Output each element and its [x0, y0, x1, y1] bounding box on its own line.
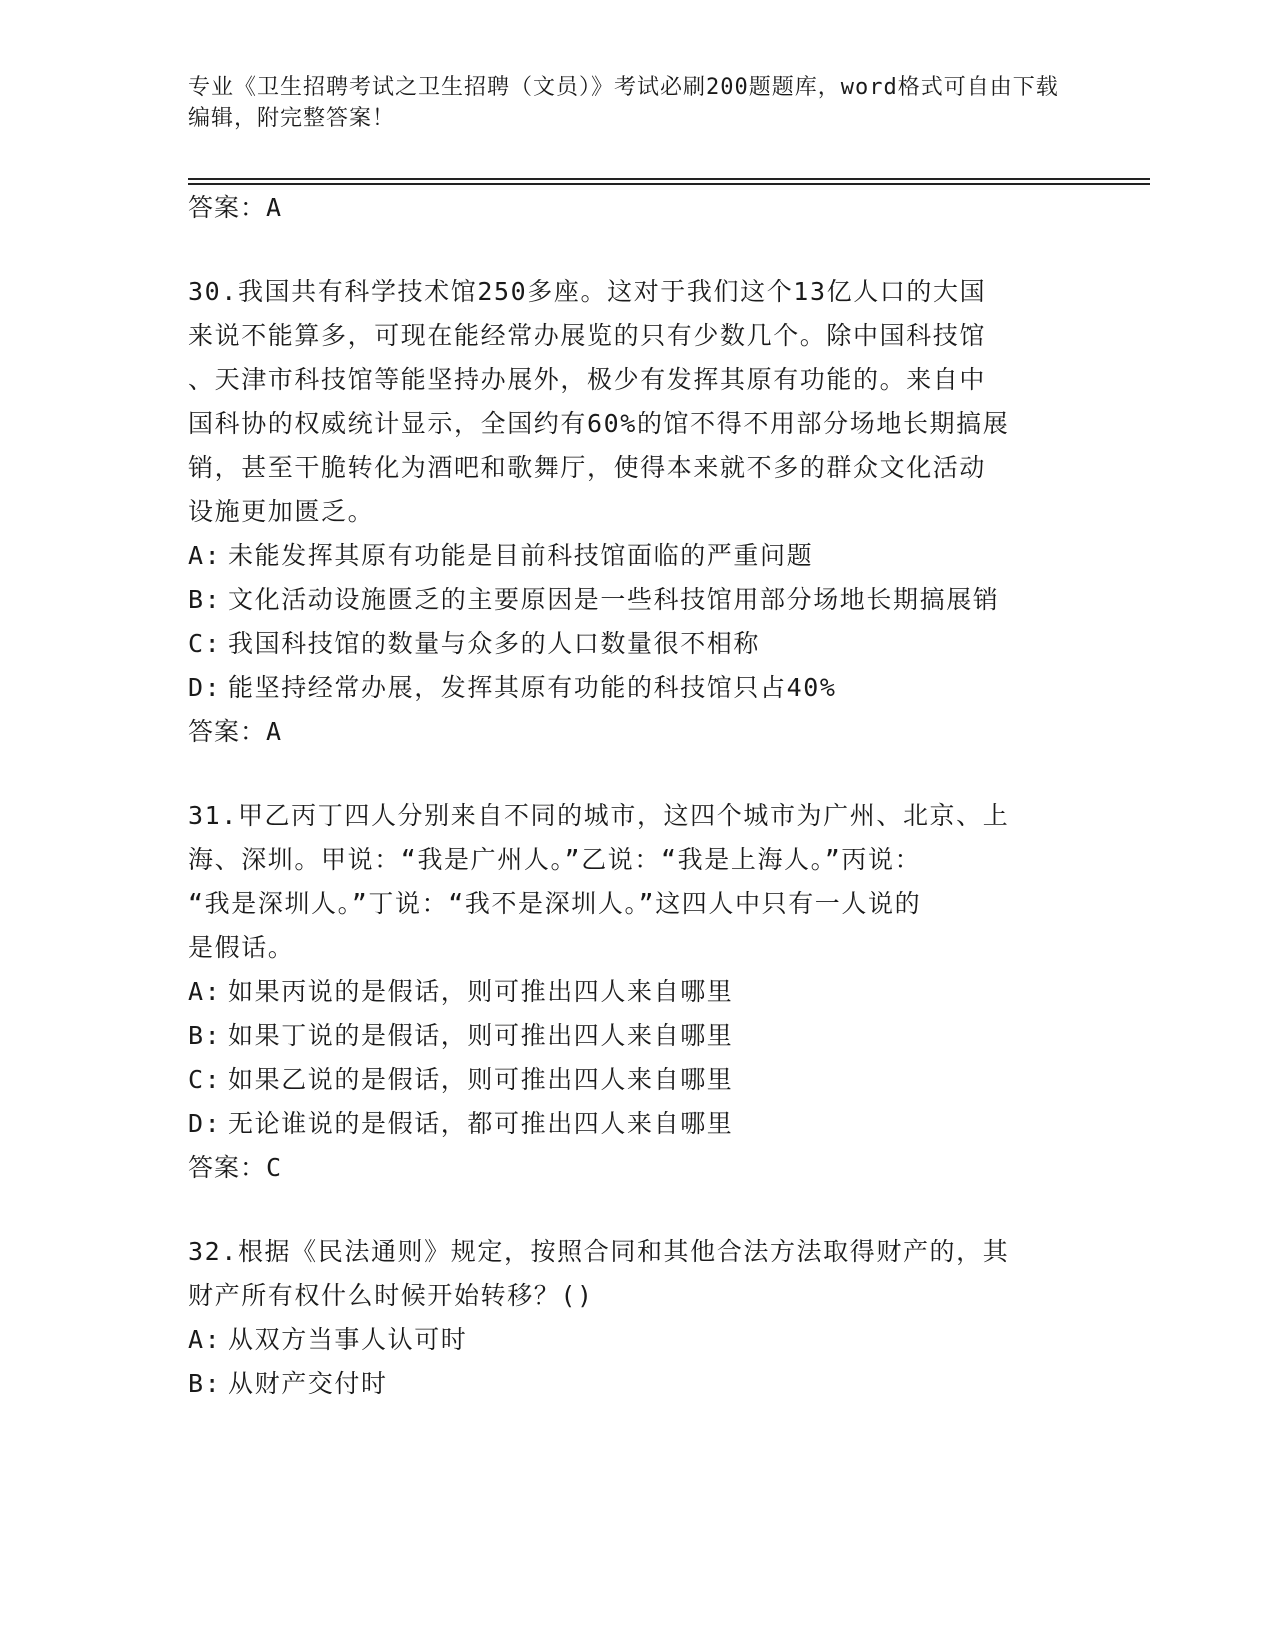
option-text: 如果丙说的是假话，则可推出四人来自哪里	[228, 977, 734, 1006]
option-letter: C:	[188, 1065, 222, 1094]
option-text: 如果丁说的是假话，则可推出四人来自哪里	[228, 1021, 734, 1050]
question-31-option-b	[188, 1016, 733, 1052]
question-32-option-a	[188, 1320, 467, 1356]
option-text: 无论谁说的是假话，都可推出四人来自哪里	[228, 1109, 734, 1138]
option-text: 我国科技馆的数量与众多的人口数量很不相称	[228, 629, 761, 658]
question-30-option-d	[188, 668, 837, 704]
question-31-line-2: 海、深圳。甲说：“我是广州人。”乙说：“我是上海人。”丙说：	[188, 845, 922, 874]
question-30-line-2: 来说不能算多，可现在能经常办展览的只有少数几个。除中国科技馆	[188, 321, 987, 350]
question-31-option-d	[188, 1104, 733, 1140]
header-divider-bottom	[188, 183, 1150, 185]
question-30-line-5: 销，甚至干脆转化为酒吧和歌舞厅，使得本来就不多的群众文化活动	[188, 453, 987, 482]
option-letter: B:	[188, 1021, 222, 1050]
question-31-option-a	[188, 972, 733, 1008]
question-31-line-4: 是假话。	[188, 933, 295, 962]
option-text: 能坚持经常办展，发挥其原有功能的科技馆只占40%	[228, 673, 837, 702]
answer-line: 答案：A	[188, 193, 283, 222]
question-30-line-4: 国科协的权威统计显示，全国约有60%的馆不得不用部分场地长期搞展	[188, 409, 1010, 438]
option-letter: A:	[188, 541, 222, 570]
option-text: 从双方当事人认可时	[228, 1325, 468, 1354]
question-30-option-b	[188, 580, 999, 616]
option-letter: B:	[188, 585, 222, 614]
question-32-option-b	[188, 1364, 388, 1400]
question-30-line-6: 设施更加匮乏。	[188, 497, 375, 526]
question-32-line-1: 32.根据《民法通则》规定，按照合同和其他合法方法取得财产的，其	[188, 1237, 1010, 1266]
question-30-option-c	[188, 624, 760, 660]
option-letter: B:	[188, 1369, 222, 1398]
question-31-answer: 答案：C	[188, 1153, 283, 1182]
document-header: 专业《卫生招聘考试之卫生招聘（文员）》考试必刷200题题库，word格式可自由下载编辑，附完整答案！	[188, 75, 1059, 131]
question-32-line-2: 财产所有权什么时候开始转移？()	[188, 1281, 594, 1310]
option-letter: C:	[188, 629, 222, 658]
option-letter: A:	[188, 1325, 222, 1354]
question-30-line-1: 30.我国共有科学技术馆250多座。这对于我们这个13亿人口的大国	[188, 277, 987, 306]
option-letter: A:	[188, 977, 222, 1006]
question-31-line-3: “我是深圳人。”丁说：“我不是深圳人。”这四人中只有一人说的	[188, 889, 922, 918]
question-30-answer: 答案：A	[188, 717, 283, 746]
option-text: 从财产交付时	[228, 1369, 388, 1398]
question-31-line-1: 31.甲乙丙丁四人分别来自不同的城市，这四个城市为广州、北京、上	[188, 801, 1010, 830]
option-letter: D:	[188, 1109, 222, 1138]
option-text: 如果乙说的是假话，则可推出四人来自哪里	[228, 1065, 734, 1094]
question-30-option-a	[188, 536, 813, 572]
question-30-line-3: 、天津市科技馆等能坚持办展外，极少有发挥其原有功能的。来自中	[188, 365, 987, 394]
header-divider-top	[188, 178, 1150, 180]
option-letter: D:	[188, 673, 222, 702]
option-text: 未能发挥其原有功能是目前科技馆面临的严重问题	[228, 541, 814, 570]
question-31-option-c	[188, 1060, 733, 1096]
option-text: 文化活动设施匮乏的主要原因是一些科技馆用部分场地长期搞展销	[228, 585, 1000, 614]
